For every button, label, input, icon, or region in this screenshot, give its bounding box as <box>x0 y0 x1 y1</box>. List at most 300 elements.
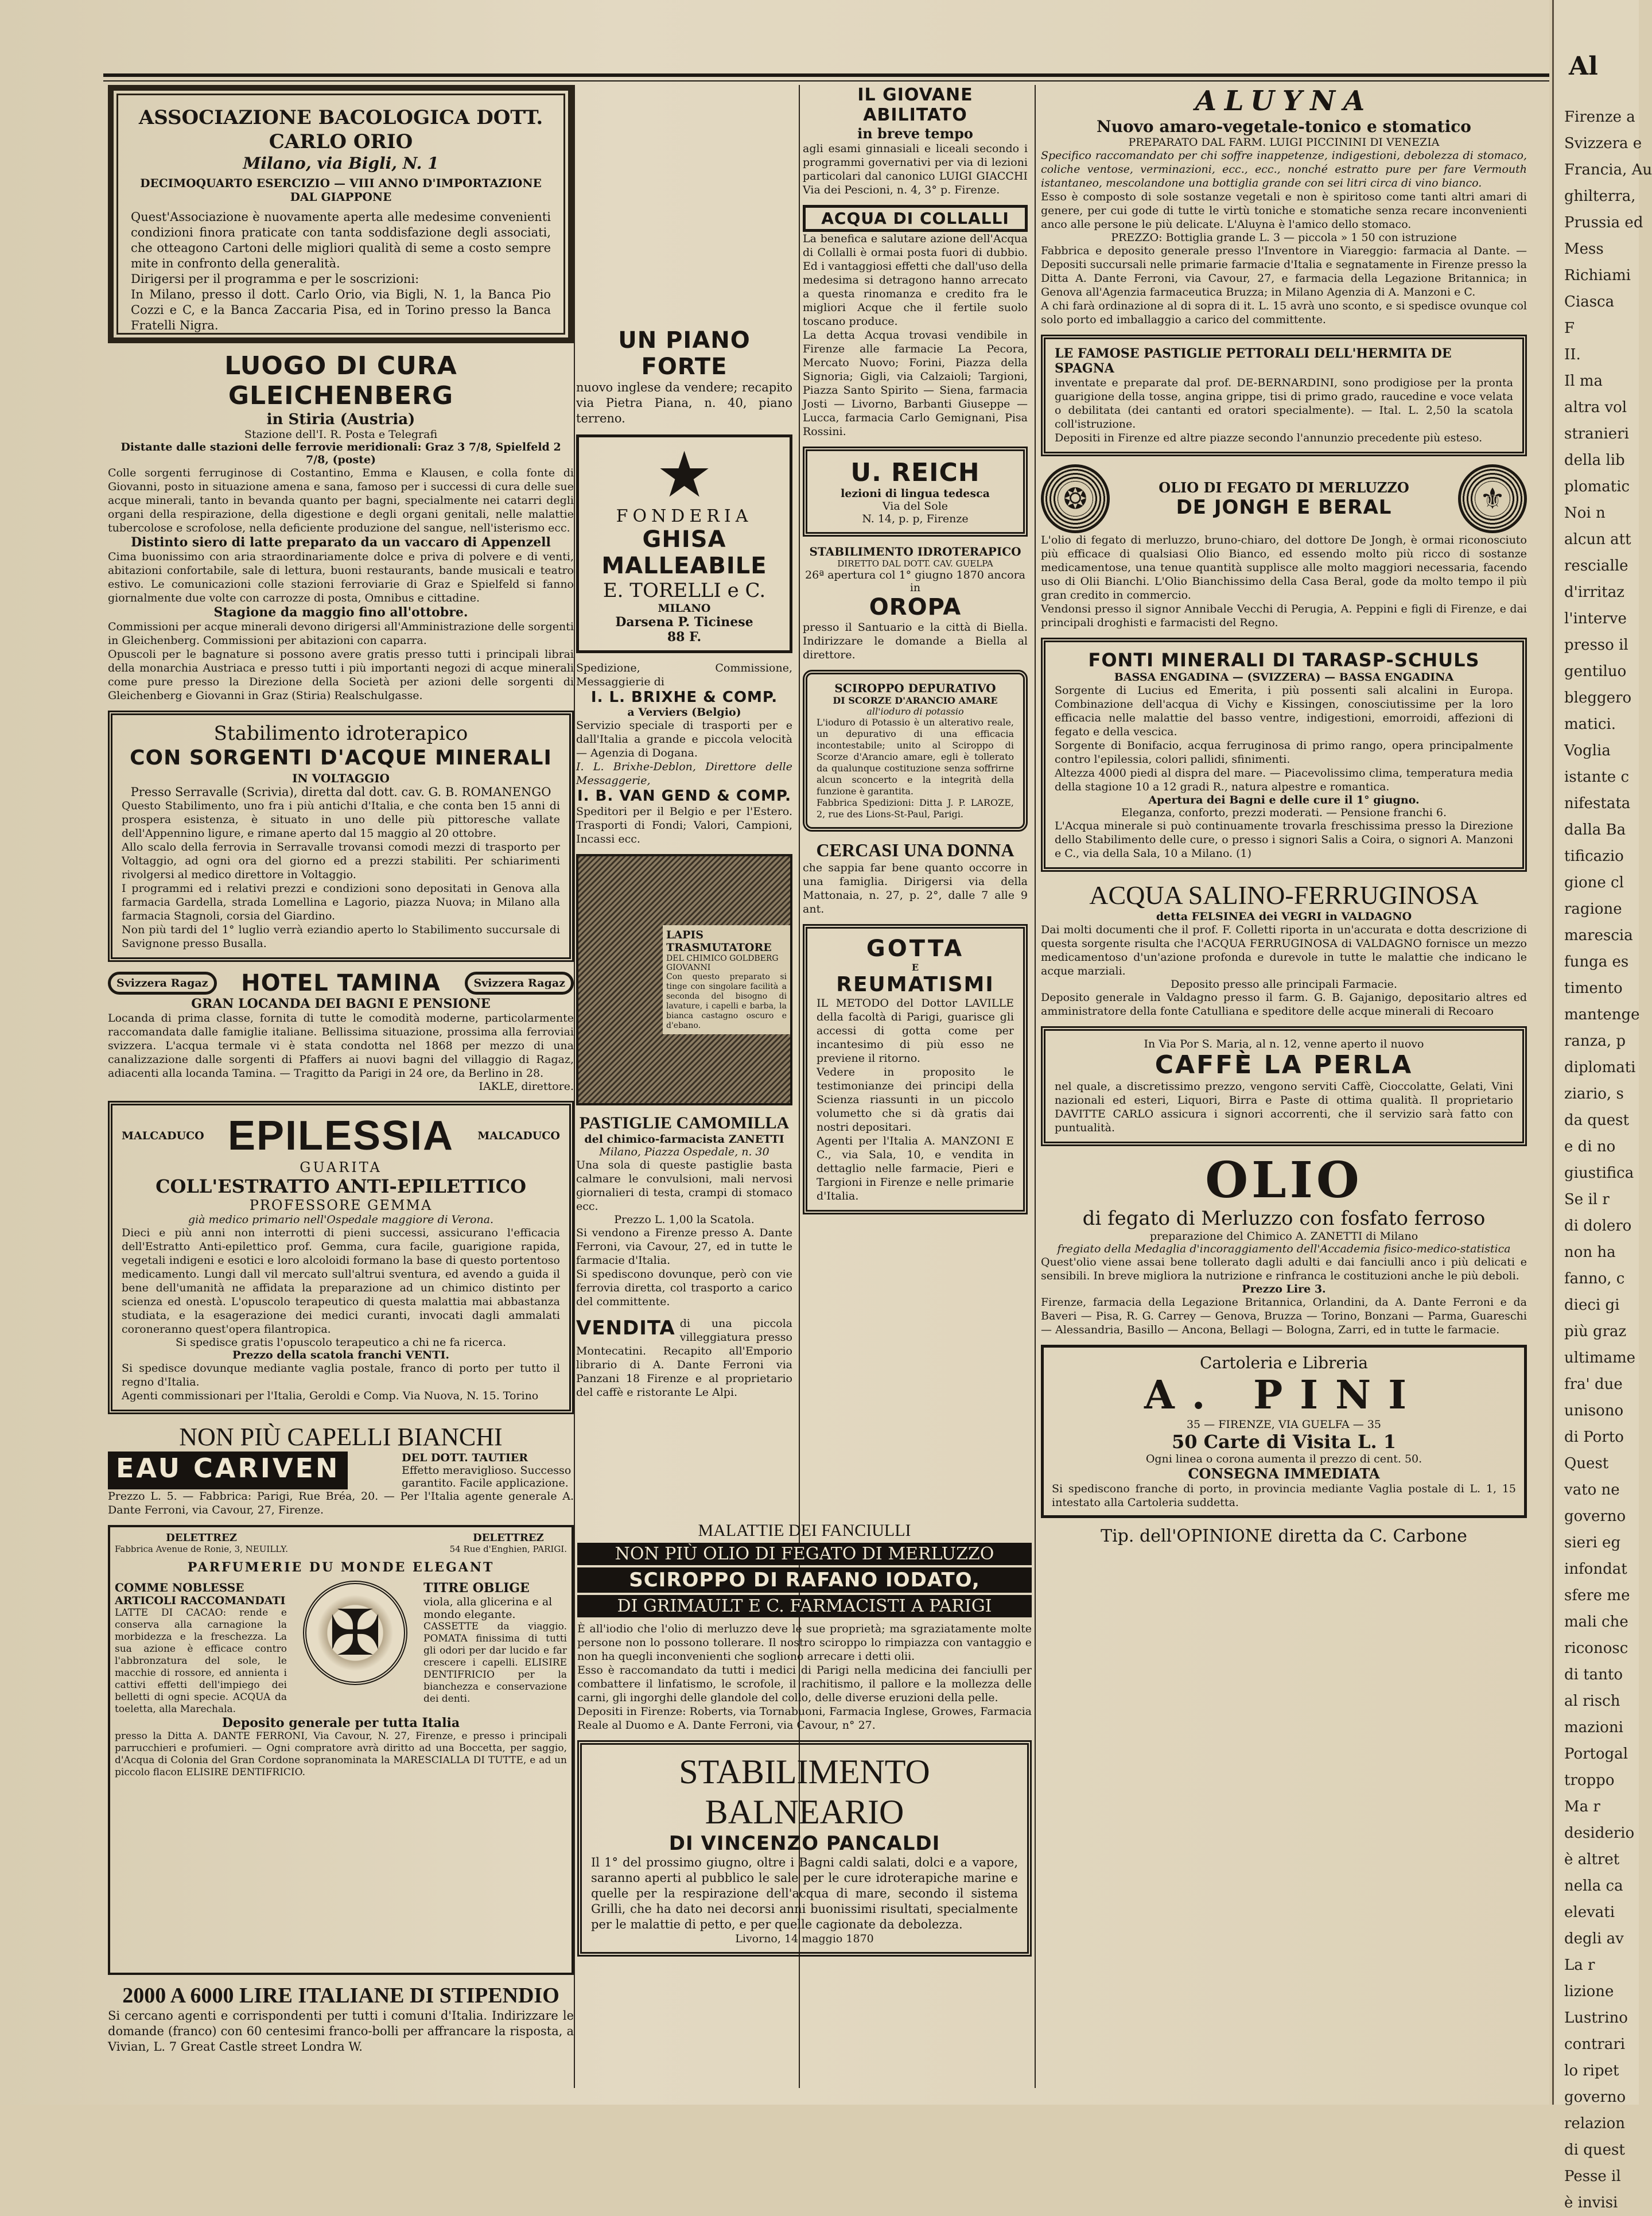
adjacent-page-line: La r <box>1564 1957 1595 1974</box>
ad-body: Eleganza, conforto, prezzi moderati. — Pensione franchi 6. <box>1121 806 1447 819</box>
ad-body: Opuscoli per le bagnature si possono avere gratis presso tutti i principali librai della monarchia Austriaca e presso tutti i più importanti negozi di acque minerali come pure presso la Direzione della Società per azioni delle sorgenti di Gleichenberg e Giovanni in Graz (Stiria) Realschulgasse. <box>108 648 574 702</box>
ad-body: Fabbrica e deposito generale presso l'Inventore in Viareggio: farmacia al Dante. — Depositi succursali nelle primarie farmacie d'Italia e segnatamente in Firenze presso la Ditta A. Dante Ferroni, via Cavour, 27, e farmacia della Legazione Britannica; in Genova all'Agenzia farmaceutica Bruzza; in Milano Agenzia di A. Manzoni e C. <box>1041 245 1527 298</box>
ad-de-jongh <box>1041 464 1527 630</box>
adjacent-page-line: dieci gi <box>1564 1297 1620 1314</box>
ad-body: Si spedisce dovunque mediante vaglia postale, franco di porto per tutto il regno d'Italia. <box>122 1362 560 1388</box>
ad-body: Sorgente di Lucius ed Emerita, i più possenti sali alcalini in Europa. Combinazione dell'acqua di Vichy e Kissingen, conosciutissime per la loro efficacia nelle malattie del basso ventre, indigestioni, emorroidi, affezioni di fegato e della vescica. <box>1055 684 1513 738</box>
ad-body: Dirigersi per il programma e per le soscrizioni: <box>131 272 419 286</box>
ad-title: I. B. VAN GEND & COMP. <box>577 787 792 805</box>
star-icon: ★ <box>656 438 713 511</box>
ad-city: a Verviers (Belgio) <box>627 706 741 719</box>
ad-delettrez-perfumery <box>108 1525 574 1975</box>
adjacent-page-line: alcun att <box>1564 531 1631 548</box>
adjacent-page-line: presso il <box>1564 637 1628 654</box>
ad-body: I programmi ed i relativi prezzi e condizioni sono depositati in Genova alla farmacia Gardella, strada Lomellina e Lagorio, piazza Nuova; in Milano alla farmacia Stagnoli, corsia del Giardino. <box>122 882 560 922</box>
ad-highlight: Stagione da maggio fino all'ottobre. <box>213 605 468 620</box>
ad-cercasi-donna <box>803 840 1028 916</box>
adjacent-page-line: della lib <box>1564 452 1625 469</box>
ad-title: GOTTA <box>866 936 965 962</box>
ad-stabilimento-balneario <box>577 1740 1032 1957</box>
ad-body: Esso è raccomandato da tutti i medici di Parigi nella medicina dei fanciulli per combattere il linfatismo, le scrofole, il rachitismo, il pallore e la mollezza delle carni, gli ingorghi delle glandole del collo, delle diverse eruzioni della pelle. <box>577 1664 1032 1704</box>
adjacent-page-line: unisono <box>1564 1402 1624 1419</box>
ad-address: Milano, via Bigli, N. 1 <box>243 154 439 173</box>
ad-medal-note: fregiato della Medaglia d'incoraggiamento dell'Accademia fisico-medico-statistica <box>1057 1243 1511 1255</box>
adjacent-page-heading: Al <box>1569 52 1598 81</box>
adjacent-page-line: rescialle <box>1564 557 1628 575</box>
ad-title: FONTI MINERALI DI TARASP-SCHULS <box>1088 649 1480 671</box>
adjacent-page-line: riconosc <box>1564 1640 1628 1657</box>
adjacent-page-line: relazion <box>1564 2115 1626 2132</box>
ad-body: Servizio speciale di trasporti per e dall'Italia a grande e piccola velocità — Agenzia di Dogana. <box>576 719 792 759</box>
ad-address: 54 Rue d'Enghien, PARIGI. <box>449 1544 567 1554</box>
ad-stipendio <box>108 1983 574 2055</box>
ad-body: Locanda di prima classe, fornita di tutte le comodità moderne, particolarmente raccomandata dalle famiglie italiane. Bellissima situazione, prossima alla ferroviai svizzera. L'acqua termale vi è stata condotta nel 1868 per mezzo di una canalizzazione dalle sorgenti di Pfaffers ai nuovi bagni del villaggio di Ragaz, adiacenti alla locanda Tamina. — Tragitto da Parigi in 24 ore, da Berlino in 28. <box>108 1012 574 1080</box>
adjacent-page-line: Firenze a <box>1564 108 1635 126</box>
ad-header: DELETTREZ <box>166 1532 237 1544</box>
adjacent-page-line: gione cl <box>1564 874 1624 891</box>
ad-body: LATTE DI CACAO: rende e conserva alla carnagione la morbidezza e la freschezza. La sua azione è efficace contro l'abbronzatura del sole, le macchie di rossore, ed annienta i cattivi effetti dell'impiego dei belletti di ogni specie. ACQUA da toeletta, alla Marechala. <box>115 1607 287 1715</box>
ad-subtitle: DEL CHIMICO GOLDBERG GIOVANNI <box>666 954 779 972</box>
ad-subtitle: COLL'ESTRATTO ANTI-EPILETTICO <box>156 1175 526 1197</box>
ad-head: STABILIMENTO IDROTERAPICO <box>809 545 1021 558</box>
ad-body: Si vendono a Firenze presso A. Dante Ferroni, via Cavour, 27, ed in tutte le farmacie d'Italia. <box>576 1227 792 1267</box>
adjacent-page-line: diplomati <box>1564 1059 1636 1076</box>
ad-olio-zanetti <box>1041 1151 1527 1337</box>
ad-body: Dieci e più anni non interrotti di pieni successi, assicurano l'efficacia dell'Estratto Anti-epilettico prof. Gemma, cura facile, guarigione rapida, vegetali indigeni e esotici e loro alcoloidi formano la base di questo portentoso medicamento. Lungi dall vil mercato sull'altrui sventura, ed avendo a guida il bene dell'umanità ne affidata la preparazione ad un chimico distinto per scienza ed onestà. L'opuscolo terapeutico di questa malattia mai abbastanza studiata, e la esagerazione dei medici curanti, invocati dagli ammalati coroneranno quest'opera filantropica. <box>122 1227 560 1336</box>
adjacent-page-line: da quest <box>1564 1112 1629 1129</box>
adjacent-page-line: giustifica <box>1564 1165 1634 1182</box>
brand-banner: EAU CARIVEN <box>108 1452 348 1489</box>
ad-title: OLIO DI FEGATO DI MERLUZZO <box>1159 479 1409 496</box>
ad-body: Non più tardi del 1° luglio verrà eziandio aperto lo Stabilimento succursale di Savignone presso Busalla. <box>122 923 560 950</box>
ad-address: Via del Sole <box>882 500 949 513</box>
adjacent-page-line: di quest <box>1564 2141 1625 2159</box>
ad-subtitle: in Stiria (Austria) <box>266 411 415 428</box>
column-1 <box>106 85 576 2088</box>
ad-gotta-reumatismi <box>803 924 1028 1214</box>
ad-opening: Apertura dei Bagni e delle cure il 1° giugno. <box>1148 794 1420 806</box>
adjacent-page-line: vato ne <box>1564 1481 1620 1499</box>
ad-body: nel quale, a discretissimo prezzo, vengono serviti Caffè, Cioccolatte, Gelati, Vini nazionali ed esteri, Liquori, Birra e Paste di ottima qualità. Il proprietario DAVITTE CARLO assicura i signori accorrenti, che il servizio sarà fatto con puntualità. <box>1055 1080 1513 1134</box>
adjacent-page-line: l'interve <box>1564 610 1627 627</box>
ad-professor: PROFESSORE GEMMA <box>249 1197 433 1213</box>
ad-body: che sappia far bene quanto occorre in una famiglia. Dirigersi via della Mattonaia, n. 27, p. 2°, dalle 7 alle 9 ant. <box>803 861 1028 915</box>
adjacent-page-line: istante c <box>1564 769 1630 786</box>
adjacent-page-line: timento <box>1564 980 1623 997</box>
adjacent-page-line: al risch <box>1564 1693 1620 1710</box>
badge: Svizzera Ragaz <box>465 972 574 995</box>
adjacent-page-line: mantenge <box>1564 1006 1640 1023</box>
ad-title: ASSOCIAZIONE BACOLOGICA DOTT. CARLO ORIO <box>138 106 543 153</box>
ad-title: 2000 A 6000 LIRE ITALIANE DI STIPENDIO <box>122 1984 559 2008</box>
ad-subtitle: DI SCORZE D'ARANCIO AMARE <box>833 695 998 706</box>
adjacent-page-line: di dolero <box>1564 1217 1632 1235</box>
ad-title: HOTEL TAMINA <box>241 970 441 996</box>
ad-address: Darsena P. Ticinese <box>615 615 753 630</box>
adjacent-page-line: nifestata <box>1564 795 1631 812</box>
ad-body: Deposito presso alle principali Farmacie. <box>1171 978 1397 991</box>
ad-distance: Distante dalle stazioni delle ferrovie meridionali: Graz 3 7/8, Spielfeld 2 7/8, (poste) <box>121 441 561 466</box>
adjacent-page-line: Pesse il <box>1564 2168 1621 2185</box>
ad-pastiglie-pettorali <box>1041 335 1527 456</box>
adjacent-page-edge <box>1552 0 1652 2211</box>
ad-body: Dai molti documenti che il prof. F. Colletti riporta in un'accurata e dotta descrizione di questa sorgente risulta che l'ACQUA FERRUGINOSA di VALDAGNO fornisce un mezzo medicamentoso d'un'azione profonda e durevole in tutte le malattie che indicano le acque marziali. <box>1041 923 1527 977</box>
adjacent-page-line: Lustrino <box>1564 2009 1628 2027</box>
medal-icon: ❂ <box>1041 464 1110 533</box>
ad-price: Prezzo della scatola franchi VENTI. <box>232 1349 449 1361</box>
ad-fonderia-torelli <box>576 434 792 653</box>
ad-subtitle: di fegato di Merluzzo con fosfato ferroso <box>1082 1207 1486 1230</box>
adjacent-page-line: di Porto <box>1564 1429 1624 1446</box>
ad-body: CASSETTE da viaggio. POMATA finissima di tutti gli odori per dar lucido e far crescere i capelli. ELISIRE DENTIFRICIO per la bianchezza e conservazione dei denti. <box>423 1621 567 1705</box>
ad-body: Con questo preparato si tinge con singolare facilità a seconda del bisogno di lavature, i capelli e barba, la bianca castagno oscuro e d'ebano. <box>666 972 787 1030</box>
ad-number: 88 F. <box>667 630 702 645</box>
ad-body: I. L. Brixhe-Deblon, Direttore delle Messaggerie, <box>576 760 792 787</box>
ad-body: Altezza 4000 piedi al dispra del mare. — Piacevolissimo clima, temperatura media della stagione 10 a 12 gradi R., natura alpestre e romantica. <box>1055 767 1513 793</box>
ad-footer: Fabbrica Spedizioni: Ditta J. P. LAROZE, 2, rue des Lions-St-Paul, Parigi. <box>817 797 1014 820</box>
ad-place: IN VOLTAGGIO <box>292 771 390 785</box>
ad-consegna: CONSEGNA IMMEDIATA <box>1188 1465 1380 1482</box>
adjacent-page-line: dalla Ba <box>1564 821 1626 839</box>
adjacent-page-line: plomatic <box>1564 478 1630 495</box>
ad-body: presso la Ditta A. DANTE FERRONI, Via Cavour, N. 27, Firenze, e presso i principali parrucchieri e profumieri. — Ogni compratore avrà diritto ad una Boccetta, per saggio, d'Acqua di Colonia del Gran Cordone sopranominata la MARESCIALLA DI TUTTE, e ad un piccolo flacon ELISIRE DENTIFRICIO. <box>115 1730 567 1778</box>
ad-intro: In Via Por S. Maria, al n. 12, venne aperto il nuovo <box>1144 1038 1424 1050</box>
ad-title: ACQUA DI COLLALLI <box>803 205 1028 232</box>
adjacent-page-line: Francia, Au <box>1564 161 1652 178</box>
ad-address: 35 — FIRENZE, VIA GUELFA — 35 <box>1186 1418 1382 1431</box>
ad-body: L'ioduro di Potassio è un alterativo reale, un depurativo di una efficacia incontestabile; unito al Sciroppo di Scorze d'Arancio amare, egli è tollerato da qualunque costituzione senza soffrirne alcun sconcerto e la integrità della funzione è garantita. <box>817 717 1014 797</box>
ad-station: Stazione dell'I. R. Posta e Telegrafi <box>244 428 438 441</box>
printer-imprint: Tip. dell'OPINIONE diretta da C. Carbone <box>1101 1526 1467 1546</box>
adjacent-page-line: ghilterra, <box>1564 188 1636 205</box>
ad-title: U. REICH <box>850 458 980 487</box>
ad-body: Si cercano agenti e corrispondenti per tutti i comuni d'Italia. Indirizzare le domande (franco) con 60 centesimi franco-bolli per affrancare la risposta, a Vivian, L. 7 Great Castle street Londra W. <box>108 2009 574 2054</box>
ad-offer: 50 Carte di Visita L. 1 <box>1172 1431 1396 1453</box>
ad-body: IL METODO del Dottor LAVILLE della facoltà di Parigi, guarisce gli accessi di gotta come per incantesimo di più esso ne previene il ritorno. <box>817 997 1014 1065</box>
ad-body: nuovo inglese da vendere; recapito via Pietra Piana, n. 40, piano terreno. <box>576 381 792 425</box>
adjacent-page-line: desiderio <box>1564 1825 1635 1842</box>
ad-head: Spedizione, Commissione, Messaggierie di <box>576 662 792 688</box>
adjacent-page-line: più graz <box>1564 1323 1627 1340</box>
adjacent-page-line: bleggero <box>1564 689 1632 707</box>
ad-title: MALATTIE DEI FANCIULLI <box>698 1521 911 1540</box>
span-columns-2-3 <box>575 1521 1034 2089</box>
adjacent-page-line: ragione <box>1564 901 1622 918</box>
ad-title: UN PIANO FORTE <box>618 327 751 380</box>
ad-sciroppo-depurativo <box>803 670 1028 832</box>
ad-title: CON SORGENTI D'ACQUE MINERALI <box>130 746 552 770</box>
ad-body: Si spediscono dovunque, però con vie ferrovia diretta, col trasporto a carico del committente. <box>576 1268 792 1308</box>
ad-body: Una sola di queste pastiglie basta calmare le convulsioni, mali nervosi giornalieri di testa, crampi di stomaco ecc. <box>576 1159 792 1213</box>
ad-guarita: GUARITA <box>300 1159 382 1175</box>
adjacent-page-line: tificazio <box>1564 848 1624 865</box>
adjacent-page-line: marescia <box>1564 927 1633 944</box>
adjacent-page-line: non ha <box>1564 1244 1616 1261</box>
ad-bacologica <box>108 85 574 343</box>
ad-price: Prezzo L. 1,00 la Scatola. <box>614 1213 755 1226</box>
ad-pini <box>1041 1345 1527 1518</box>
ad-preparer: PREPARATO DAL FARM. LUIGI PICCININI DI VENEZIA <box>1128 136 1440 149</box>
ad-title: LUOGO DI CURA GLEICHENBERG <box>224 351 457 410</box>
ad-body: Vedere in proposito le testimonianze dei principi della Scienza riassunti in un piccolo volumetto che si dà gratis dai nostri depositari. <box>817 1066 1014 1134</box>
adjacent-page-line: infondat <box>1564 1561 1627 1578</box>
adjacent-page-line: di tanto <box>1564 1666 1623 1683</box>
ad-column-sub: viola, alla glicerina e al mondo elegante. <box>423 1596 553 1621</box>
adjacent-page-text <box>1554 104 1652 2216</box>
ad-city: MILANO <box>658 602 711 615</box>
adjacent-page-line: ranza, p <box>1564 1033 1626 1050</box>
ad-body: Deposito generale in Valdagno presso il farm. G. B. Gajanigo, depositario altres ed amministratore della fonte Catulliana e speditore delle acque minerali di Recoaro <box>1041 991 1527 1018</box>
column-2 <box>574 85 795 1520</box>
ad-title: VENDITA <box>576 1317 675 1340</box>
ad-effect: Effetto meraviglioso. Successo garantito. Facile applicazione. <box>402 1464 572 1489</box>
adjacent-page-line: mazioni <box>1564 1719 1623 1736</box>
ad-body: inventate e preparate dal prof. DE-BERNARDINI, sono prodigiose per la pronta guarigione della tosse, angina grippe, tisi di primo grado, raucedine e voce velata o debilitata (dei cantanti ed oratori specialmente). — Ital. L. 2,50 la scatola coll'istruzione. <box>1055 377 1513 430</box>
cross-emblem-icon: ✠ <box>303 1581 407 1685</box>
ad-header: DELETTREZ <box>472 1532 544 1544</box>
ad-body: Cima buonissimo con aria straordinariamente dolce e priva di polvere e di venti, abitazioni confortabile, sale di lettura, buoni restaurants, bande musicali e teatro estivo. Le comunicazioni colle stazioni ferroviarie di Graz e Spielfeld si fanno giornalmente due volte con carrozze di posta, Omnibus e cittadine. <box>108 550 574 604</box>
ad-subtitle: GRAN LOCANDA DEI BAGNI E PENSIONE <box>191 996 491 1011</box>
ad-doctor: DEL DOTT. TAUTIER <box>402 1452 528 1464</box>
ad-head: Cartoleria e Libreria <box>1199 1353 1368 1372</box>
badge: Svizzera Ragaz <box>108 972 217 995</box>
ad-piano-forte <box>576 327 792 426</box>
ad-tarasp-schuls <box>1041 638 1527 872</box>
adjacent-page-line: F <box>1564 320 1575 337</box>
ad-body: Sorgente di Bonifacio, acqua ferruginosa di primo rango, opera principalmente contro l'epilessia, colori pallidi, sfinimenti. <box>1055 739 1513 766</box>
adjacent-page-line: lo ripet <box>1564 2062 1619 2079</box>
adjacent-page-line: Noi n <box>1564 504 1606 522</box>
adjacent-page-line: sfere me <box>1564 1587 1630 1604</box>
ad-subtitle: detta FELSINEA dei VEGRI in VALDAGNO <box>1156 910 1412 923</box>
ad-title: I. L. BRIXHE & COMP. <box>590 689 778 706</box>
adjacent-page-line: Ciasca <box>1564 293 1615 311</box>
ad-subtitle: lezioni di lingua tedesca <box>841 487 990 500</box>
ad-director: DIRETTO DAL DOTT. CAV. GUELPA <box>837 558 993 569</box>
adjacent-page-line: governo <box>1564 1508 1626 1525</box>
adjacent-page-line: gentiluo <box>1564 663 1627 680</box>
adjacent-page-line: elevati <box>1564 1904 1615 1921</box>
ad-hotel-tamina <box>108 970 574 1093</box>
ad-capelli-bianchi <box>108 1422 574 1517</box>
ad-professor-note: già medico primario nell'Ospedale maggiore di Verona. <box>188 1213 494 1226</box>
adjacent-page-line: Svizzera e <box>1564 135 1642 152</box>
ad-idroterapico-voltaggio <box>108 711 574 962</box>
ad-giovane-abilitato <box>803 85 1028 197</box>
ad-title: SCIROPPO DEPURATIVO <box>834 681 996 695</box>
ad-body: La benefica e salutare azione dell'Acqua di Collalli è ormai posta fuori di dubbio. Ed i vantaggiosi effetti che dall'uso della medesima si detragono hanno arrecato a questa rinomanza e credito fra le migliori Acque che il fertile suolo toscano produce. <box>803 232 1028 328</box>
ad-title: LE FAMOSE PASTIGLIE PETTORALI DELL'HERMITA DE SPAGNA <box>1055 346 1452 376</box>
ad-malattie-fanciulli <box>577 1521 1032 1732</box>
ad-title: OROPA <box>869 594 962 620</box>
ad-subtitle: DI VINCENZO PANCALDI <box>668 1832 940 1855</box>
ad-title: A. PINI <box>1144 1372 1424 1418</box>
top-rule-thin <box>103 80 1549 82</box>
adjacent-page-line: Il ma <box>1564 372 1603 390</box>
ad-title: ACQUA SALINO-FERRUGINOSA <box>1089 880 1479 910</box>
adjacent-page-line: fra' due <box>1564 1376 1623 1393</box>
adjacent-page-line: Voglia <box>1564 742 1611 759</box>
ad-subtitle: all'ioduro di potassio <box>866 706 964 717</box>
ad-body: di una piccola villeggiatura presso Montecatini. Recapito all'Emporio librario di A. Dante Ferroni via Panzani 18 Firenze e al proprietario del caffè e ristorante Le Alpi. <box>576 1317 792 1399</box>
ad-gleichenberg <box>108 351 574 703</box>
ad-acqua-collalli <box>803 205 1028 438</box>
ad-subtitle: DECIMOQUARTO ESERCIZIO — VIII ANNO D'IMPORTAZIONE DAL GIAPPONE <box>140 176 542 204</box>
coat-of-arms-icon: ⚜ <box>1458 464 1527 533</box>
ad-date: Livorno, 14 maggio 1870 <box>735 1932 874 1945</box>
ad-body: Depositi in Firenze ed altre piazze secondo l'annunzio precedente più esteso. <box>1055 432 1483 444</box>
adjacent-page-line: Portogal <box>1564 1745 1628 1763</box>
ad-banner: NON PIÙ OLIO DI FEGATO DI MERLUZZO <box>577 1543 1032 1565</box>
ad-body: Ogni linea o corona aumenta il prezzo di cent. 50. <box>1145 1453 1422 1465</box>
ad-oropa <box>803 545 1028 662</box>
ad-address: Fabbrica Avenue de Ronie, 3, NEUILLY. <box>115 1544 289 1554</box>
ad-label: FONDERIA <box>616 506 753 526</box>
adjacent-page-line: governo <box>1564 2089 1626 2106</box>
ad-number: N. 14, p. p, Firenze <box>862 513 969 525</box>
ad-pastiglie-camomilla <box>576 1113 792 1309</box>
ad-region: BASSA ENGADINA — (SVIZZERA) — BASSA ENGADINA <box>1114 671 1454 684</box>
ad-price: PREZZO: Bottiglia grande L. 3 — piccola » 1 50 con istruzione <box>1111 231 1457 244</box>
ad-brixhe <box>576 661 792 846</box>
ad-title: NON PIÙ CAPELLI BIANCHI <box>179 1423 503 1451</box>
ad-title: PASTIGLIE CAMOMILLA <box>579 1113 790 1132</box>
ad-aluyna <box>1041 85 1527 327</box>
ad-body: Quest'olio viene assai bene tollerato dagli adulti e dai fanciulli anco i più delicati e sensibili. In breve migliora la nutrizione e rinfranca le costituzioni anche le più deboli. <box>1041 1256 1527 1282</box>
adjacent-page-line: stranieri <box>1564 425 1629 443</box>
ad-reich <box>803 447 1028 537</box>
adjacent-page-line: Mess <box>1564 240 1604 258</box>
ad-title: STABILIMENTO BALNEARIO <box>679 1753 930 1831</box>
ad-column-title: TITRE OBLIGE <box>423 1581 530 1596</box>
ad-price: Prezzo Lire 3. <box>1242 1283 1326 1295</box>
ad-conjunction: E <box>911 962 919 973</box>
ad-signature: IAKLE, direttore. <box>479 1080 574 1093</box>
adjacent-page-line: mali che <box>1564 1613 1628 1631</box>
ad-body: Il 1° del prossimo giugno, oltre i Bagni caldi salati, dolci e a vapore, saranno aperti al pubblico le sale per le cure idroterapiche marine e quelle per la respirazione dell'acqua di mare, secondo il sistema Grilli, che ha dato nei decorsi anni buonissimi risultati, specialmente per le malattie di petto, e per quelle cagionate da debolezza. <box>591 1856 1018 1931</box>
ad-body: agli esami ginnasiali e liceali secondo i programmi governativi per via di lezioni particolari dal canonico LUIGI GIACCHI Via dei Pescioni, n. 4, 3° p. Firenze. <box>803 142 1028 196</box>
ad-address: Milano, Piazza Ospedale, n. 30 <box>599 1146 769 1158</box>
ad-body: L'Acqua minerale si può continuamente trovarla freschissima presso la Direzione dello Stabilimento delle cure, o presso i signori Salis a Coira, o signori A. Manzoni e C., via della Sala, 10 a Milano. (1) <box>1055 820 1513 860</box>
adjacent-page-line: contrari <box>1564 2036 1626 2053</box>
adjacent-page-line: fanno, c <box>1564 1270 1625 1287</box>
ad-body: Esso è composto di sole sostanze vegetali e non è spiritoso come tanti altri amari di genere, per cui gode di tutte le virtù toniche e stomatiche senza recare inconvenienti anco alle persone le più delicate. L'Aluyna è l'amico dello stomaco. <box>1041 191 1527 231</box>
top-rule <box>103 73 1549 77</box>
ad-banner: PARFUMERIE DU MONDE ELEGANT <box>187 1560 495 1575</box>
adjacent-page-line: ziario, s <box>1564 1085 1624 1103</box>
adjacent-page-line: lizione <box>1564 1983 1614 2000</box>
ad-subtitle: in breve tempo <box>857 125 973 142</box>
ad-highlight: Distinto siero di latte preparato da un vaccaro di Appenzell <box>131 535 551 550</box>
adjacent-page-line: sieri eg <box>1564 1534 1621 1551</box>
adjacent-page-line: ultimame <box>1564 1349 1636 1367</box>
ad-body: Si spedisce gratis l'opuscolo terapeutico a chi ne fa ricerca. <box>176 1336 506 1349</box>
ad-subtitle: del chimico-farmacista ZANETTI <box>584 1133 784 1146</box>
ad-name: E. TORELLI e C. <box>603 579 766 602</box>
ad-title: OLIO <box>1205 1151 1363 1209</box>
ad-title: ALUYNA <box>1195 85 1373 117</box>
ad-body: Vendonsi presso il signor Annibale Vecchi di Perugia, A. Peppini e figli di Firenze, e dai principali droghisti e farmacisti del Regno. <box>1041 603 1527 629</box>
ad-title: CERCASI UNA DONNA <box>816 840 1014 860</box>
ad-body: L'olio di fegato di merluzzo, bruno-chiaro, del dottore De Jongh, è ormai riconosciuto più efficace di qualsiasi Olio Bianco, ed essendo molto più ricco di sostanze medicamentose, una tenue quantità supplisce alle molto maggiori necessaria, facendo uso di Olii Bianchi. L'Olio Bianchissimo della Casa Beral, gode da molto tempo il più gran credito in commercio. <box>1041 534 1527 601</box>
ad-body: La detta Acqua trovasi vendibile in Firenze alle farmacie La Pecora, Mercato Nuovo; Forini, Piazza della Signoria; Gigli, via Calzaioli; Targioni, Piazza Santo Spirito — Siena, farmacia Josti — Livorno, Barbanti Giuseppe — Lucca, farmacia Carlo Gemignani, Pisa Rossini. <box>803 329 1028 438</box>
side-label: MALCADUCO <box>122 1130 204 1142</box>
ad-title: Stabilimento idroterapico <box>213 722 468 745</box>
adjacent-page-line: II. <box>1564 346 1581 363</box>
ad-body: Specifico raccomandato per chi soffre inappetenze, indigestioni, debolezza di stomaco, coliche ventose, verminazioni, ecc., ecc., nonché estratto pure per fare Vermouth istantaneo, mescolandone una bottiglia grande con sei litri circa di vino bianco. <box>1041 149 1527 189</box>
ad-subtitle: Nuovo amaro-vegetale-tonico e stomatico <box>1097 117 1471 136</box>
ad-body: Questo Stabilimento, uno fra i più antichi d'Italia, e che conta ben 15 anni di prospera esistenza, è situato in uno delle più pittoresche vallate dell'Appennino ligure, e rimane aperto dal 15 maggio al 20 ottobre. <box>122 800 560 840</box>
adjacent-page-line: matici. <box>1564 716 1616 733</box>
ad-body: presso il Santuario e la città di Biella. Indirizzare le domande a Biella al direttore. <box>803 621 1028 661</box>
ad-body: A chi farà ordinazione al di sopra di it. L. 15 avrà uno sconto, e si spedisce ovunque col solo porto ed imballaggio a carico del committente. <box>1041 300 1527 326</box>
ad-body: Agenti commissionari per l'Italia, Geroldi e Comp. Via Nuova, N. 15. Torino <box>122 1390 539 1402</box>
ad-vendita <box>576 1317 792 1399</box>
adjacent-page-line: e di no <box>1564 1138 1616 1155</box>
ad-body: È all'iodio che l'olio di merluzzo deve le sue proprietà; ma sgraziatamente molte persone non lo possono tollerare. Il nostro sciroppo lo rimpiazza con vantaggio e non ha quegli inconvenienti che sogliono arrecare i detti olii. <box>577 1623 1032 1663</box>
adjacent-page-line: troppo <box>1564 1772 1615 1789</box>
ad-title: CAFFÈ LA PERLA <box>1155 1050 1413 1080</box>
ad-footer: Deposito generale per tutta Italia <box>221 1716 460 1730</box>
column-4 <box>1039 85 1529 2088</box>
ad-title: REUMATISMI <box>836 973 994 996</box>
adjacent-page-line: è altret <box>1564 1851 1620 1868</box>
ad-title: GHISA MALLEABILE <box>601 526 767 579</box>
adjacent-page-line: Se il r <box>1564 1191 1610 1208</box>
adjacent-page-line: Quest <box>1564 1455 1609 1472</box>
adjacent-page-line: Prussia ed <box>1564 214 1643 231</box>
ad-brand: DE JONGH E BERAL <box>1176 495 1392 519</box>
ad-body: In Milano, presso il dott. Carlo Orio, via Bigli, N. 1, la Banca Pio Cozzi e C, e la Banca Zaccaria Pisa, ed in Torino presso la Banca Fratelli Nigra. <box>131 288 551 332</box>
ad-banner: SCIROPPO DI RAFANO IODATO, <box>577 1567 1032 1593</box>
ad-body: Depositi in Firenze: Roberts, via Tornabuoni, Farmacia Inglese, Growes, Farmacia Reale al Duomo e A. Dante Ferroni, via Cavour, n° 27. <box>577 1705 1032 1732</box>
ad-acqua-salino <box>1041 880 1527 1018</box>
ad-body: Firenze, farmacia della Legazione Britannica, Orlandini, da A. Dante Ferroni e da Baveri — Pisa, R. G. Carrey — Genova, Bruzza — Torino, Bonzani — Parma, Guareschi — Alessandria, Basillo — Ancona, Bellagi — Bologna, Zarri, ed in tutte le farmacie. <box>1041 1296 1527 1336</box>
ad-preparer: preparazione del Chimico A. ZANETTI di Milano <box>1149 1230 1418 1243</box>
ad-body: Allo scalo della ferrovia in Serravalle trovansi comodi mezzi di trasporto per Voltaggio, ad ogni ora del giorno ed a prezzi stabiliti. Per schiarimenti rivolgersi al medico direttore in Voltaggio. <box>122 841 560 881</box>
ad-body: Colle sorgenti ferruginose di Costantino, Emma e Klausen, e colla fonte di Giovanni, posto in situazione amena e sana, famoso per i successi di cura delle sue acque minerali, tanto in bevanda quanto per bagni, specialmente nei catarri degli organi della respirazione, della digestione e degli organi genitali, nelle malattie tubercolose e scrofolose, nella deficiente produzione del sangue, nell'isterismo ecc. <box>108 467 574 534</box>
ad-opening: 26ª apertura col 1° giugno 1870 ancora in <box>804 569 1025 594</box>
ad-column-title: COMME NOBLESSE <box>115 1581 244 1594</box>
ad-body: Agenti per l'Italia A. MANZONI E C., via Sala, 10, e vendita in dettaglio nelle farmacie, Pieri e Targioni in Firenze e nelle primarie d'Italia. <box>817 1135 1014 1202</box>
ad-title: EPILESSIA <box>227 1113 454 1159</box>
ad-lapis-engraving <box>576 854 792 1105</box>
adjacent-page-line: Ma r <box>1564 1798 1600 1815</box>
adjacent-page-line: altra vol <box>1564 399 1627 416</box>
column-3 <box>800 85 1030 1520</box>
column-divider <box>1035 85 1036 2088</box>
adjacent-page-line: funga es <box>1564 953 1629 971</box>
ad-title: LAPIS TRASMUTATORE <box>666 929 772 954</box>
adjacent-page-line: nella ca <box>1564 1877 1623 1895</box>
ad-column-sub: ARTICOLI RACCOMANDATI <box>115 1594 286 1607</box>
adjacent-page-line: Richiami <box>1564 267 1631 284</box>
ad-body: Commissioni per acque minerali devono dirigersi all'Amministrazione delle sorgenti in Gleichenberg. Commissioni per abitazioni con caparra. <box>108 620 574 647</box>
ad-direction: Presso Serravalle (Scrivia), diretta dal dott. cav. G. B. ROMANENGO <box>130 785 551 799</box>
ad-title: IL GIOVANE ABILITATO <box>857 85 973 125</box>
ad-epilessia <box>108 1101 574 1414</box>
ad-body: Quest'Associazione è nuovamente aperta alle medesime convenienti condizioni finora praticate con tanta soddisfazione degli associati, che otteagono Cartoni delle migliori qualità di seme a costo sempre mite in confronto della generalità. <box>131 210 551 270</box>
ad-price: Prezzo L. 5. — Fabbrica: Parigi, Rue Bréa, 20. — Per l'Italia agente generale A. Dante Ferroni, via Cavour, 27, Firenze. <box>108 1490 574 1516</box>
ad-body: Si spediscono franche di porto, in provincia mediante Vaglia postale di L. 1, 15 intestato alla Cartoleria suddetta. <box>1052 1482 1516 1509</box>
adjacent-page-line: d'irritaz <box>1564 584 1624 601</box>
adjacent-page-line: è invisi <box>1564 2194 1618 2211</box>
side-label: MALCADUCO <box>477 1130 560 1142</box>
ad-banner: DI GRIMAULT E C. FARMACISTI A PARIGI <box>577 1595 1032 1617</box>
adjacent-page-line: degli av <box>1564 1930 1624 1947</box>
ad-caffe-perla <box>1041 1026 1527 1146</box>
ad-body: Speditori per il Belgio e per l'Estero. Trasporti di Fondi; Valori, Campioni, Incassi ecc. <box>576 805 792 845</box>
